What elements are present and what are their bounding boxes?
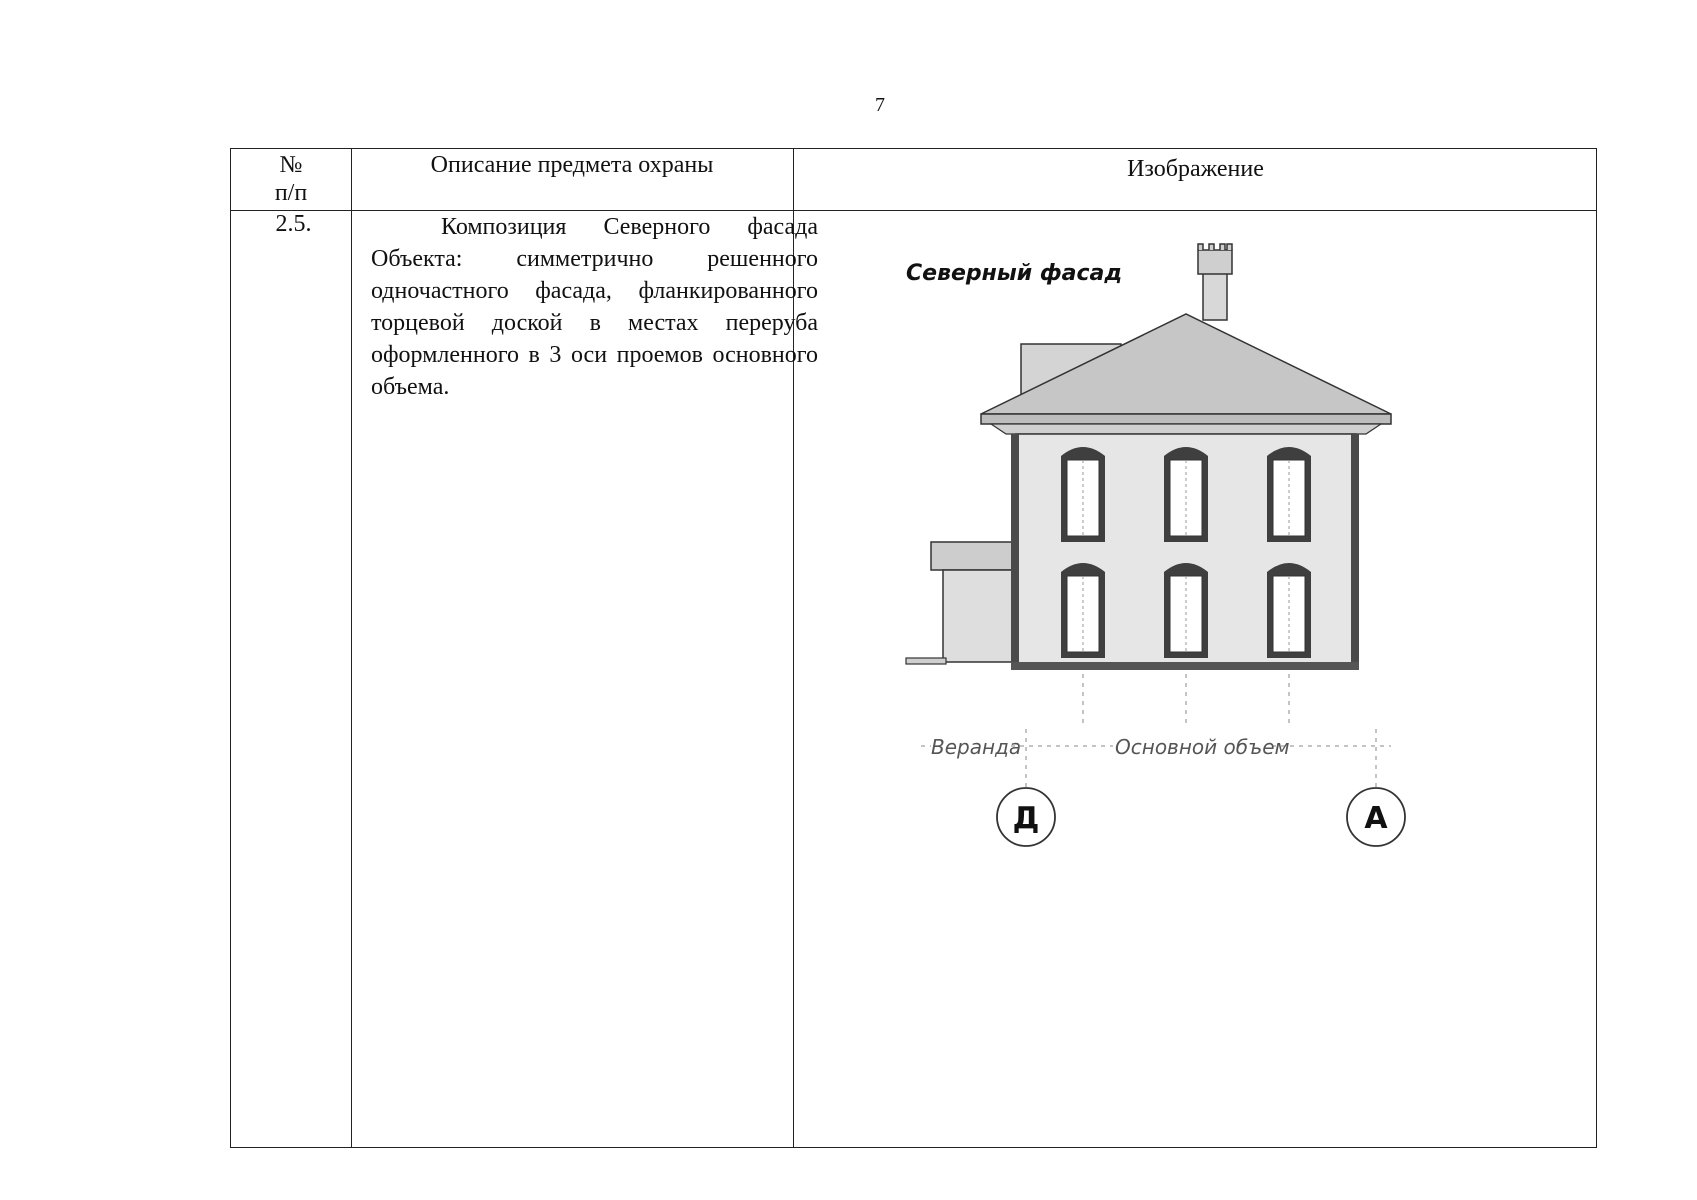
header-image: Изображение (1127, 156, 1264, 182)
windows-upper (1061, 447, 1311, 542)
eaves (981, 414, 1391, 424)
veranda (906, 542, 1016, 664)
label-veranda: Веранда (931, 735, 1022, 759)
corner-board-left (1011, 434, 1019, 664)
chimney (1198, 244, 1232, 320)
header-description: Описание предмета охраны (430, 152, 714, 178)
label-main-volume: Основной объем (1115, 735, 1290, 759)
row-description (371, 211, 818, 403)
column-divider (351, 149, 352, 1147)
axis-marker-a (1347, 788, 1405, 846)
axis-marker-d (997, 788, 1055, 846)
plinth (1011, 662, 1359, 670)
row-number: 2.5. (275, 211, 312, 237)
protection-table (230, 148, 1597, 1148)
page-number: 7 (875, 94, 885, 116)
corner-board-right (1351, 434, 1359, 664)
header-number-line1: № (279, 152, 303, 178)
drawing-title: Северный фасад (906, 261, 1123, 286)
axis-lines (921, 674, 1391, 789)
header-number (231, 151, 351, 207)
windows-lower (1061, 563, 1311, 658)
header-number-line2: п/п (274, 180, 308, 206)
axis-label-a: А (1364, 801, 1388, 836)
cornice (991, 424, 1381, 434)
axis-label-d: Д (1012, 801, 1040, 836)
north-facade-drawing (831, 214, 1591, 1114)
row-description-text: Композиция Северного фасада Объекта: симметрично решенного одночастного фасада, фланкированного торцевой доской в местах переруба оформленного в 3 оси проемов основного объема. (371, 214, 818, 400)
